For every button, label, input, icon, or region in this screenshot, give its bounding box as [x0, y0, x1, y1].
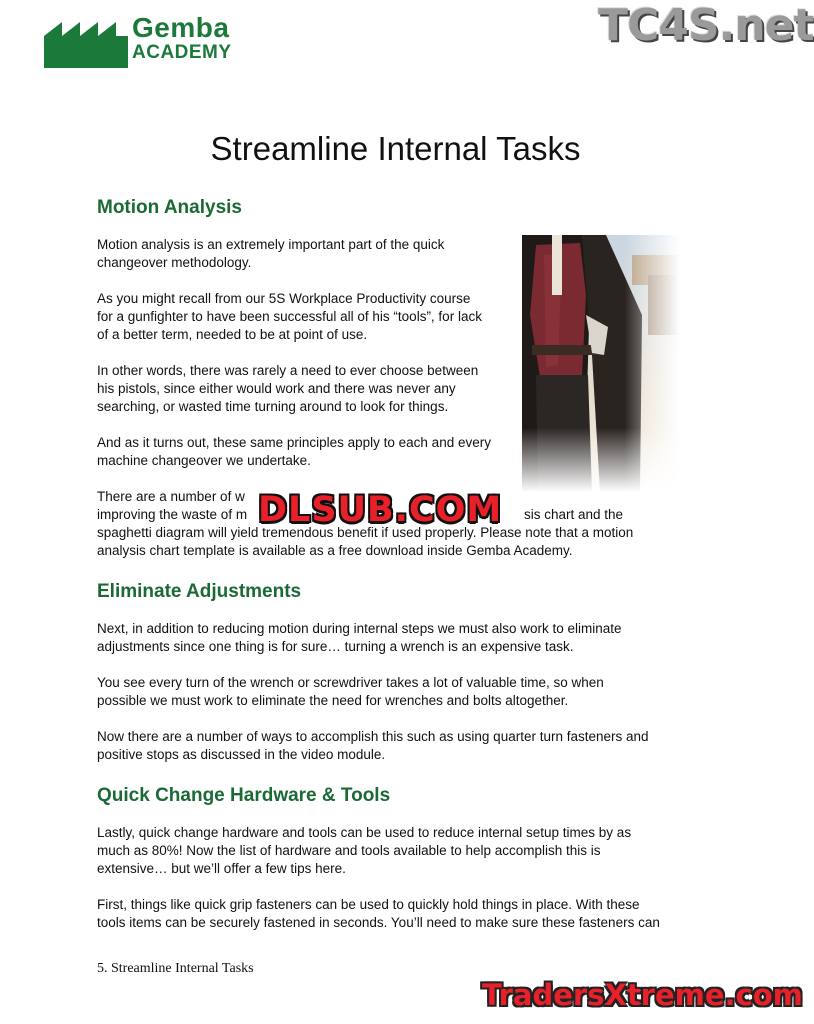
dlsub-watermark: DLSUB.COM	[258, 490, 503, 530]
text-line: possible we must work to eliminate the need for wrenches and bolts altogether.	[97, 693, 569, 708]
text-line: positive stops as discussed in the video module.	[97, 747, 386, 762]
page-title: Streamline Internal Tasks	[210, 130, 581, 167]
text-line: First, things like quick grip fasteners can be used to quickly hold things in place. With these	[97, 897, 640, 912]
gunfighter-image	[522, 235, 680, 492]
factory-icon	[44, 18, 128, 68]
motion-paragraph-3	[97, 362, 478, 416]
text-line: Next, in addition to reducing motion during internal steps we must also work to eliminate	[97, 621, 622, 636]
text-line: And as it turns out, these same principles apply to each and every	[97, 435, 491, 450]
tradersxtreme-watermark: TradersXtreme.com	[482, 978, 803, 1012]
adjust-paragraph-2	[97, 674, 604, 710]
text-line: In other words, there was rarely a need to ever choose between	[97, 363, 479, 378]
quick-paragraph-2	[97, 896, 660, 932]
heading-eliminate-adjustments: Eliminate Adjustments	[97, 581, 302, 602]
quick-paragraph-1	[97, 824, 631, 878]
text-line: tools items can be securely fastened in seconds. You’ll need to make sure these fasteners can	[97, 915, 660, 930]
text-line: Motion analysis is an extremely important part of the quick	[97, 237, 445, 252]
text-line: adjustments since one thing is for sure… turning a wrench is an expensive task.	[97, 639, 574, 654]
text-line: changeover methodology.	[97, 255, 252, 270]
text-line: much as 80%! Now the list of hardware and tools available to help accomplish this is	[97, 843, 601, 858]
motion-paragraph-5-line-2a: improving the waste of m	[97, 507, 248, 522]
motion-paragraph-5-line-1: There are a number of w	[97, 489, 245, 504]
text-line: Lastly, quick change hardware and tools can be used to reduce internal setup times by as	[97, 825, 632, 840]
heading-quick-change: Quick Change Hardware & Tools	[97, 785, 391, 806]
text-line: searching, or wasted time turning around to look for things.	[97, 399, 449, 414]
gemba-academy-logo	[44, 14, 264, 70]
text-line: of a better term, needed to be at point of use.	[97, 327, 368, 342]
text-line: for a gunfighter to have been successful all of his “tools”, for lack	[97, 309, 482, 324]
motion-paragraph-4	[97, 434, 491, 470]
logo-academy-text: ACADEMY	[132, 42, 232, 63]
motion-paragraph-5-line-4: analysis chart template is available as a free download inside Gemba Academy.	[97, 543, 573, 558]
motion-paragraph-2	[97, 290, 482, 344]
text-line: Now there are a number of ways to accomplish this such as using quarter turn fasteners and	[97, 729, 649, 744]
heading-motion-analysis: Motion Analysis	[97, 197, 242, 218]
gunfighter-photo	[522, 235, 680, 492]
page-footer: 5. Streamline Internal Tasks	[97, 961, 254, 976]
text-line: machine changeover we undertake.	[97, 453, 311, 468]
text-line: his pistols, since either would work and there was never any	[97, 381, 456, 396]
logo-gemba-text: Gemba	[132, 12, 230, 43]
motion-paragraph-1	[97, 236, 444, 272]
motion-paragraph-5-line-2b: sis chart and the	[524, 507, 624, 522]
text-line: extensive… but we’ll offer a few tips here.	[97, 861, 346, 876]
adjust-paragraph-3	[97, 728, 649, 764]
motion-paragraph-5-line-3: spaghetti diagram will yield tremendous benefit if used properly. Please note that a motion	[97, 525, 634, 540]
text-line: As you might recall from our 5S Workplace Productivity course	[97, 291, 471, 306]
text-line: You see every turn of the wrench or screwdriver takes a lot of valuable time, so when	[97, 675, 604, 690]
tc4s-watermark: TC4S.net	[598, 0, 814, 51]
adjust-paragraph-1	[97, 620, 622, 656]
